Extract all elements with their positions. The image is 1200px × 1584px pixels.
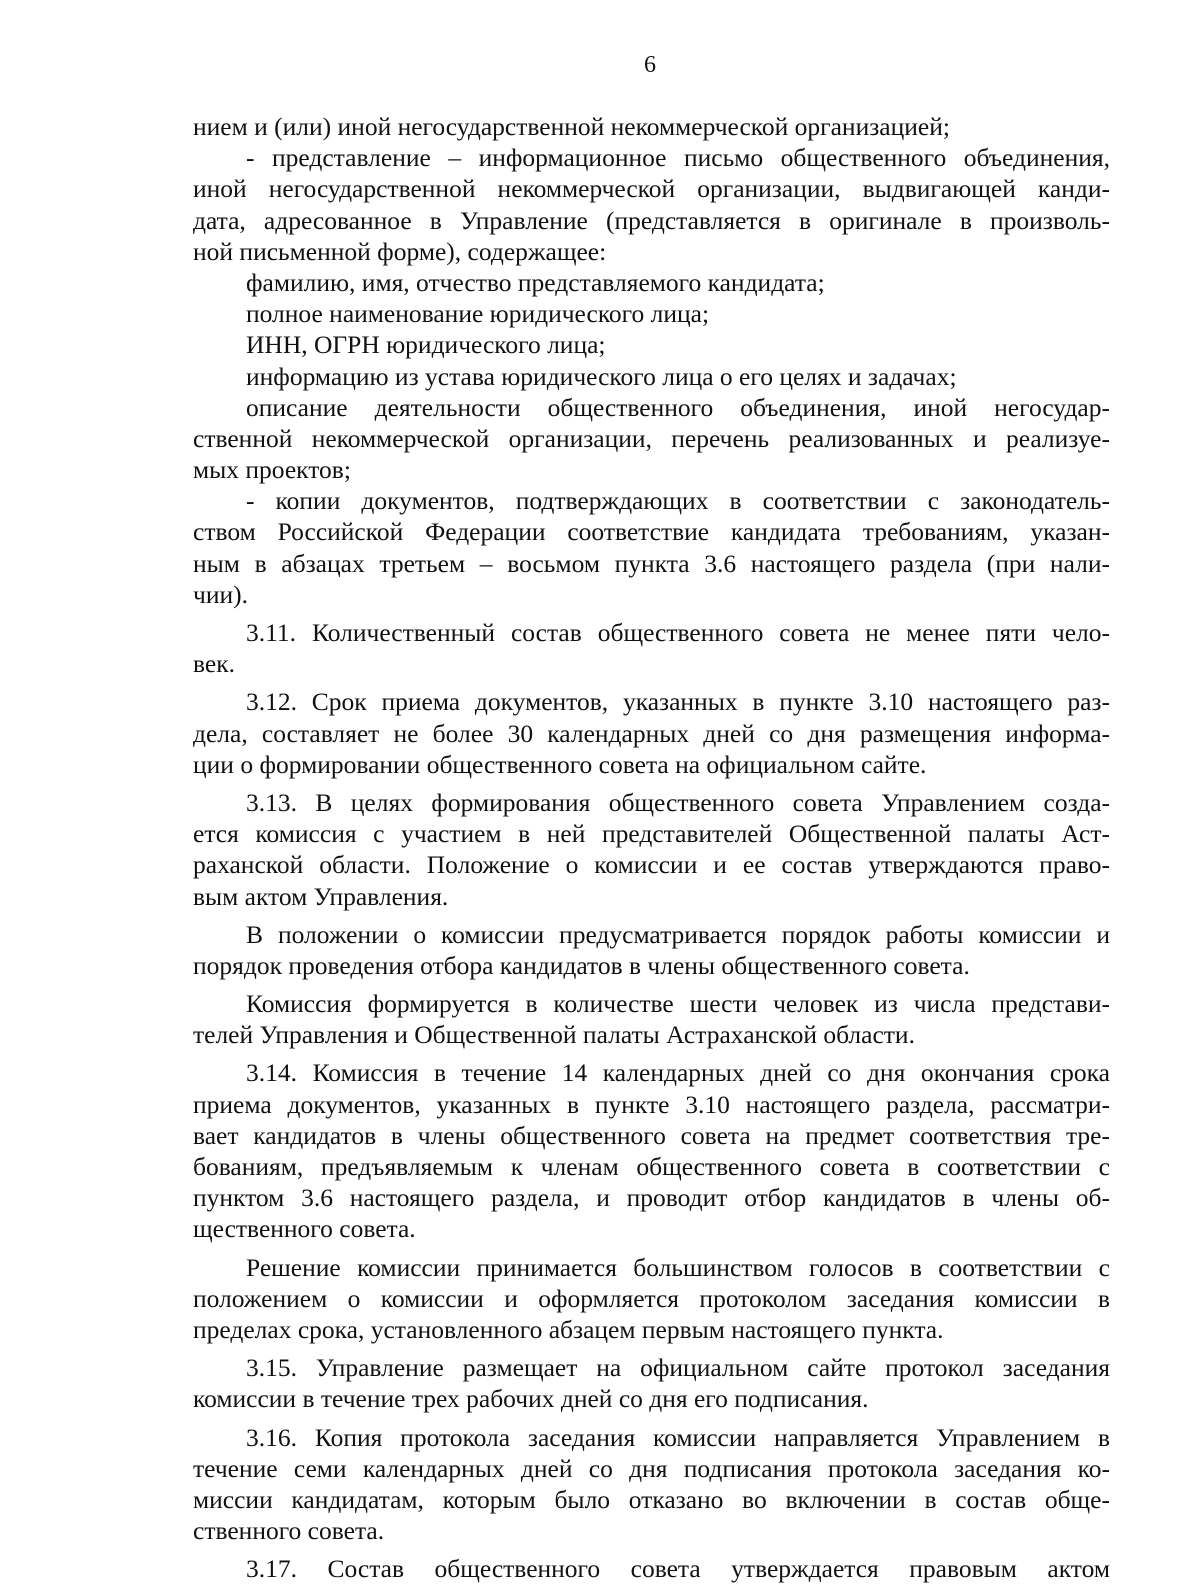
text-line: раханской области. Положение о комиссии и ее состав утверждаются право- (193, 850, 1110, 880)
text-line: телей Управления и Общественной палаты Астраханской области. (193, 1020, 915, 1050)
text-line: - представление – информационное письмо общественного объединения, (246, 143, 1110, 173)
text-line: 3.17. Состав общественного совета утверждается правовым актом (246, 1554, 1110, 1584)
text-line: век. (193, 649, 235, 679)
text-line: ИНН, ОГРН юридического лица; (246, 330, 606, 360)
text-line: 3.16. Копия протокола заседания комиссии направляется Управлением в (246, 1422, 1110, 1452)
text-line: приема документов, указанных в пункте 3.10 настоящего раздела, рассматри- (193, 1089, 1110, 1119)
text-line: комиссии в течение трех рабочих дней со дня его подписания. (193, 1384, 869, 1414)
text-line: 3.14. Комиссия в течение 14 календарных дней со дня окончания срока (246, 1058, 1110, 1088)
document-body (193, 111, 1110, 1584)
text-line: 3.13. В целях формирования общественного совета Управлением созда- (246, 787, 1110, 817)
text-line: ственной некоммерческой организации, перечень реализованных и реализуе- (193, 423, 1110, 453)
text-line: чии). (193, 579, 248, 609)
page-number: 6 (644, 52, 656, 78)
text-line: ной письменной форме), содержащее: (193, 236, 607, 266)
text-line: Решение комиссии принимается большинством голосов в соответствии с (246, 1252, 1110, 1282)
text-line: бованиям, предъявляемым к членам общественного совета в соответствии с (193, 1152, 1110, 1181)
text-line: 3.12. Срок приема документов, указанных в пункте 3.10 настоящего раз- (246, 687, 1110, 717)
text-line: мых проектов; (193, 455, 351, 485)
text-line: ственного совета. (193, 1516, 385, 1546)
text-line: положением о комиссии и оформляется протоколом заседания комиссии в (193, 1283, 1110, 1313)
text-line: щественного совета. (193, 1214, 416, 1244)
text-line: иной негосударственной некоммерческой организации, выдвигающей канди- (193, 174, 1110, 204)
text-line: 3.11. Количественный состав общественного совета не менее пяти чело- (246, 618, 1110, 647)
text-line: описание деятельности общественного объединения, иной негосудар- (246, 392, 1110, 422)
text-line: 3.15. Управление размещает на официальном сайте протокол заседания (246, 1353, 1110, 1383)
text-line: течение семи календарных дней со дня подписания протокола заседания ко- (193, 1453, 1110, 1483)
text-line: полное наименование юридического лица; (246, 299, 710, 329)
text-line: миссии кандидатам, которым было отказано во включении в состав обще- (193, 1484, 1110, 1514)
text-line: В положении о комиссии предусматривается порядок работы комиссии и (246, 919, 1110, 949)
text-line: ным в абзацах третьем – восьмом пункта 3.6 настоящего раздела (при нали- (193, 548, 1110, 578)
text-line: пунктом 3.6 настоящего раздела, и проводит отбор кандидатов в члены об- (193, 1183, 1110, 1213)
text-line: Комиссия формируется в количестве шести человек из числа представи- (246, 989, 1110, 1019)
text-line: ции о формировании общественного совета на официальном сайте. (193, 749, 927, 779)
text-line: информацию из устава юридического лица о его целях и задачах; (246, 361, 957, 391)
text-line: дела, составляет не более 30 календарных дней со дня размещения информа- (193, 718, 1110, 748)
text-line: пределах срока, установленного абзацем первым настоящего пункта. (193, 1314, 944, 1344)
text-line: вым актом Управления. (193, 881, 449, 911)
text-line: ется комиссия с участием в ней представителей Общественной палаты Аст- (193, 819, 1110, 849)
text-line: дата, адресованное в Управление (представляется в оригинале в произволь- (193, 205, 1110, 235)
text-line: вает кандидатов в члены общественного совета на предмет соответствия тре- (193, 1120, 1110, 1150)
text-line: ством Российской Федерации соответствие кандидата требованиям, указан- (193, 517, 1110, 547)
text-line: порядок проведения отбора кандидатов в члены общественного совета. (193, 950, 970, 980)
text-line: фамилию, имя, отчество представляемого кандидата; (246, 267, 825, 297)
text-line: нием и (или) иной негосударственной некоммерческой организацией; (193, 112, 950, 141)
text-line: - копии документов, подтверждающих в соответствии с законодатель- (246, 486, 1110, 516)
